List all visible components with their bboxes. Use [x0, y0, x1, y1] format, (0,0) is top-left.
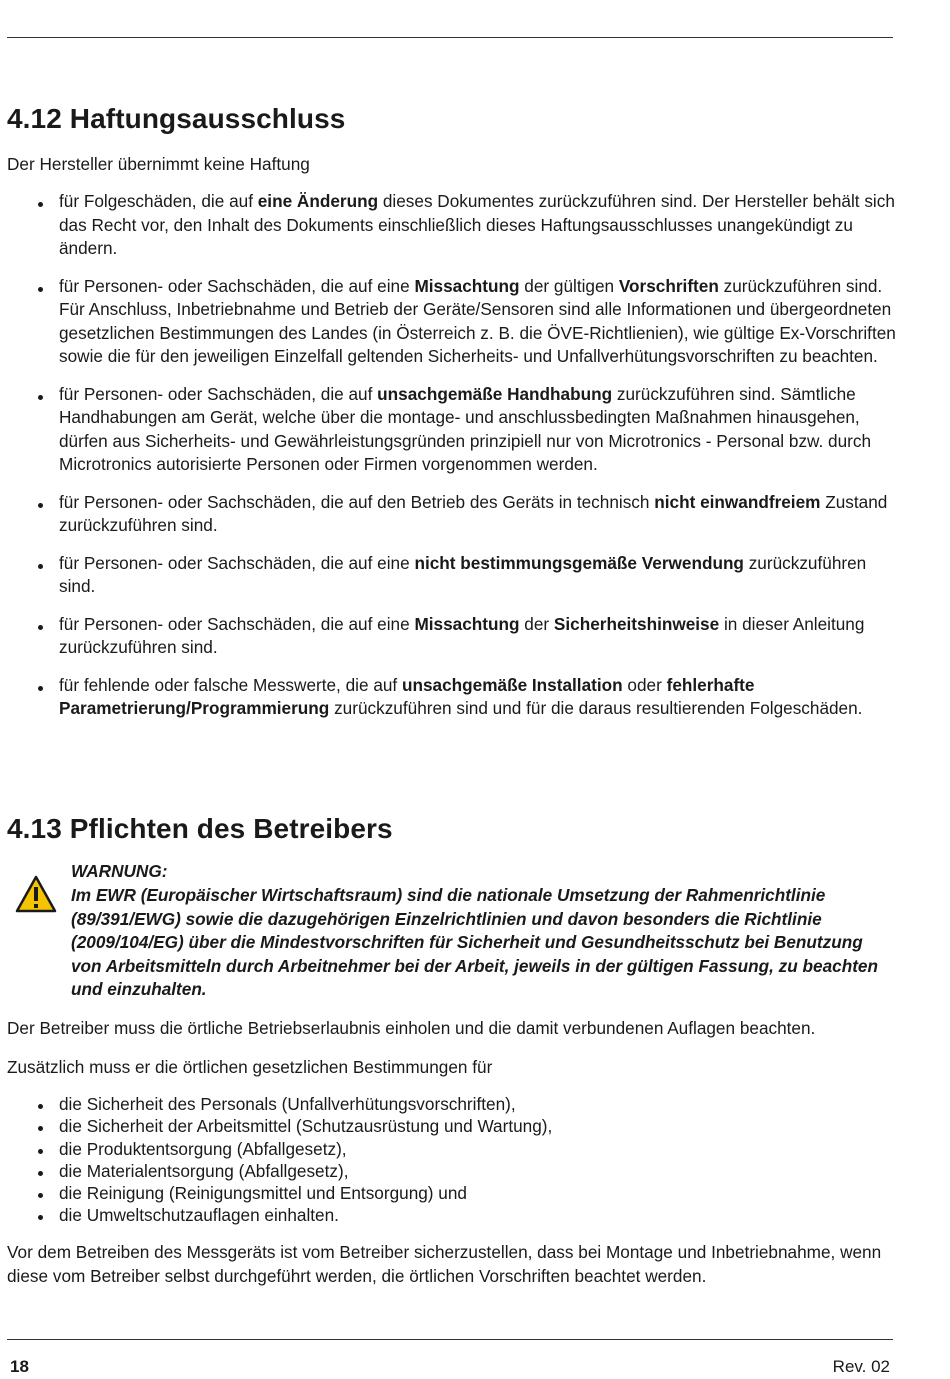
liability-list-item — [0, 275, 900, 369]
list-text: für Personen- oder Sachschäden, die auf eine — [59, 275, 415, 296]
liability-list-item — [0, 383, 900, 477]
page-number: 18 — [10, 1357, 29, 1376]
revision-label: Rev. 02 — [832, 1357, 890, 1376]
list-text: zurückzuführen sind und für die daraus resultierenden Folgeschäden. — [329, 698, 863, 718]
liability-list-item — [0, 491, 900, 538]
emphasis-text: unsachgemäße Handhabung — [377, 383, 613, 404]
emphasis-text: Missachtung — [414, 275, 520, 296]
obligation-list-item: die Umweltschutzauflagen einhalten. — [0, 1204, 900, 1226]
obligations-list — [0, 1093, 900, 1227]
list-text: zurückzuführen sind. Für Anschluss, Inbetriebnahme und Betrieb der Geräte/Sensoren sind alle Informationen und übergeordneten gesetzlichen Bestimmungen des Landes (in Österreich z. B. die ÖVE-Richtlienien), wie gültige Ex-Vorschriften sowie die für den jeweiligen Einzelfall geltenden Sicherheits- und Unfallverhütungsvorschriften zu beachten. — [59, 275, 896, 366]
warning-title: WARNUNG: — [71, 861, 168, 881]
list-text: für fehlende oder falsche Messwerte, die auf — [59, 674, 402, 695]
emphasis-text: nicht einwandfreiem — [654, 491, 821, 512]
emphasis-text: Missachtung — [414, 613, 520, 634]
liability-list-item — [0, 190, 900, 261]
list-text: Zustand zurückzuführen sind. — [59, 491, 888, 535]
intro-paragraph: Der Hersteller übernimmt keine Haftung — [7, 154, 310, 174]
liability-list-item — [0, 552, 900, 599]
list-text: der — [519, 613, 554, 634]
liability-list-item — [0, 674, 900, 721]
emphasis-text: eine Änderung — [257, 191, 379, 211]
obligation-list-item: die Materialentsorgung (Abfallgesetz), — [0, 1160, 900, 1182]
list-text: für Personen- oder Sachschäden, die auf — [59, 383, 378, 404]
header-rule — [7, 37, 893, 38]
liability-list — [0, 190, 900, 735]
obligation-list-item: die Reinigung (Reinigungsmittel und Entsorgung) und — [0, 1182, 900, 1204]
list-text: zurückzuführen sind. Sämtliche Handhabungen am Gerät, welche über die montage- und anschlussbedingten Maßnahmen hinausgehen, dürfen aus Sicherheits- und Gewährleistungsgründen prinzipiell nur von Microtronics - Personal bzw. durch Microtronics autorisierte Personen oder Firmen vorgenommen werden. — [59, 383, 872, 474]
list-text: für Personen- oder Sachschäden, die auf eine — [59, 613, 415, 634]
list-text: für Personen- oder Sachschäden, die auf den Betrieb des Geräts in technisch — [59, 491, 655, 512]
section-heading-pflichten: 4.13 Pflichten des Betreibers — [7, 813, 393, 844]
list-text: oder — [622, 674, 667, 695]
warning-text: Im EWR (Europäischer Wirtschaftsraum) sind die nationale Umsetzung der Rahmenrichtlinie (89/391/EWG) sowie die dazugehörigen Einzelrichtlinien und davon besonders die Richtlinie (2009/104/EG) über die Mindestvorschriften für Sicherheit und Gesundheitsschutz bei Benutzung von Arbeitsmitteln durch Arbeitnehmer bei der Arbeit, jeweils in der gültigen Fassung, zu beachten und einzuhalten. — [71, 885, 878, 999]
list-text: zurückzuführen sind. — [59, 552, 867, 596]
warning-triangle-icon — [15, 875, 57, 913]
section-heading-haftungsausschluss: 4.12 Haftungsausschluss — [7, 103, 346, 134]
obligation-list-item: die Sicherheit der Arbeitsmittel (Schutzausrüstung und Wartung), — [0, 1115, 900, 1137]
obligation-list-item: die Sicherheit des Personals (Unfallverhütungsvorschriften), — [0, 1093, 900, 1115]
paragraph-zusatz: Zusätzlich muss er die örtlichen gesetzlichen Bestimmungen für — [7, 1057, 493, 1077]
footer-rule — [7, 1339, 893, 1340]
list-text: für Personen- oder Sachschäden, die auf eine — [59, 552, 415, 573]
list-text: der gültigen — [519, 275, 619, 296]
paragraph-betriebserlaubnis: Der Betreiber muss die örtliche Betriebserlaubnis einholen und die damit verbundenen Auflagen beachten. — [7, 1018, 816, 1038]
emphasis-text: unsachgemäße Installation — [402, 674, 623, 695]
liability-list-item — [0, 613, 900, 660]
paragraph-vor-betrieb: Vor dem Betreiben des Messgeräts ist vom Betreiber sicherzustellen, dass bei Montage und Inbetriebnahme, wenn diese vom Betreiber selbst durchgeführt werden, die örtlichen Vorschriften beachtet werden. — [7, 1242, 882, 1286]
emphasis-text: nicht bestimmungsgemäße Verwendung — [414, 552, 744, 573]
emphasis-text: Sicherheitshinweise — [553, 613, 720, 634]
list-text: für Folgeschäden, die auf — [59, 191, 258, 211]
obligation-list-item: die Produktentsorgung (Abfallgesetz), — [0, 1138, 900, 1160]
list-text: dieses Dokumentes zurückzuführen sind. Der Hersteller behält sich das Recht vor, den Inhalt des Dokuments einschließlich dieses Haftungsausschlusses unangekündigt zu ändern. — [59, 191, 895, 258]
emphasis-text: Vorschriften — [618, 275, 719, 296]
list-text: in dieser Anleitung zurückzuführen sind. — [59, 613, 865, 657]
emphasis-text: fehlerhafte Parametrierung/Programmierung — [59, 674, 755, 718]
